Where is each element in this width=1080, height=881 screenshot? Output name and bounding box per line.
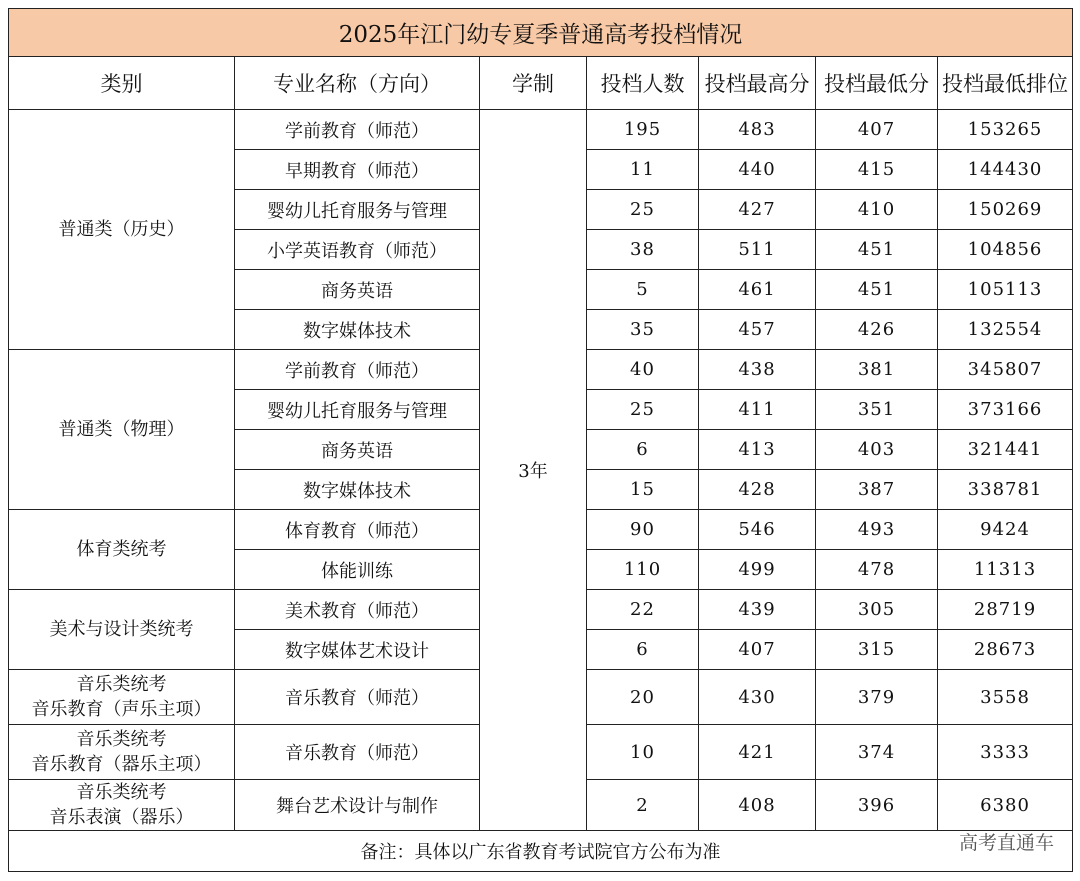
- max-score-cell: 427: [699, 190, 816, 230]
- min-score-cell: 305: [816, 590, 938, 630]
- max-score-cell: 411: [699, 390, 816, 430]
- max-score-cell: 457: [699, 310, 816, 350]
- admitted-cell: 5: [587, 270, 699, 310]
- header-category: 类别: [9, 57, 235, 110]
- category-cell: [9, 110, 235, 350]
- table-row: [9, 110, 1073, 150]
- major-cell: 音乐教育（师范）: [235, 670, 480, 725]
- max-score-cell: 546: [699, 510, 816, 550]
- category-cell: [9, 670, 235, 725]
- admitted-cell: 11: [587, 150, 699, 190]
- min-score-cell: 374: [816, 725, 938, 780]
- category-label: 音乐类统考: [76, 782, 167, 803]
- header-duration: 学制: [480, 57, 587, 110]
- max-score-cell: 408: [699, 780, 816, 831]
- min-rank-cell: 150269: [938, 190, 1073, 230]
- max-score-cell: 407: [699, 630, 816, 670]
- major-cell: 婴幼儿托育服务与管理: [235, 390, 480, 430]
- admission-table: [8, 8, 1073, 872]
- min-rank-cell: 11313: [938, 550, 1073, 590]
- max-score-cell: 438: [699, 350, 816, 390]
- admitted-cell: 40: [587, 350, 699, 390]
- min-rank-cell: 132554: [938, 310, 1073, 350]
- max-score-cell: 439: [699, 590, 816, 630]
- major-cell: 体育教育（师范）: [235, 510, 480, 550]
- major-cell: 数字媒体技术: [235, 310, 480, 350]
- min-score-cell: 410: [816, 190, 938, 230]
- category-cell: [9, 350, 235, 510]
- admitted-cell: 25: [587, 190, 699, 230]
- admitted-cell: 90: [587, 510, 699, 550]
- category-label: 体育类统考: [76, 539, 167, 560]
- min-rank-cell: 9424: [938, 510, 1073, 550]
- min-rank-cell: 28719: [938, 590, 1073, 630]
- major-cell: 舞台艺术设计与制作: [235, 780, 480, 831]
- admitted-cell: 10: [587, 725, 699, 780]
- min-score-cell: 407: [816, 110, 938, 150]
- admitted-cell: 2: [587, 780, 699, 831]
- major-cell: 体能训练: [235, 550, 480, 590]
- category-sublabel: 音乐教育（器乐主项）: [31, 754, 212, 775]
- major-cell: 数字媒体技术: [235, 470, 480, 510]
- min-rank-cell: 373166: [938, 390, 1073, 430]
- min-score-cell: 351: [816, 390, 938, 430]
- min-rank-cell: 153265: [938, 110, 1073, 150]
- watermark-text: 高考直通车: [958, 832, 1054, 854]
- min-score-cell: 315: [816, 630, 938, 670]
- max-score-cell: 440: [699, 150, 816, 190]
- admitted-cell: 6: [587, 630, 699, 670]
- min-rank-cell: 104856: [938, 230, 1073, 270]
- table-title: 2025年江门幼专夏季普通高考投档情况: [9, 9, 1073, 57]
- admitted-cell: 35: [587, 310, 699, 350]
- major-cell: 学前教育（师范）: [235, 110, 480, 150]
- max-score-cell: 428: [699, 470, 816, 510]
- admitted-cell: 6: [587, 430, 699, 470]
- header-row: [9, 57, 1073, 110]
- min-rank-cell: 6380: [938, 780, 1073, 831]
- major-cell: 早期教育（师范）: [235, 150, 480, 190]
- category-cell: [9, 780, 235, 831]
- max-score-cell: 499: [699, 550, 816, 590]
- category-label: 普通类（物理）: [58, 419, 185, 440]
- admitted-cell: 15: [587, 470, 699, 510]
- header-major: 专业名称（方向）: [235, 57, 480, 110]
- admitted-cell: 25: [587, 390, 699, 430]
- admitted-cell: 20: [587, 670, 699, 725]
- category-cell: [9, 590, 235, 670]
- category-label: 音乐类统考: [76, 729, 167, 750]
- min-score-cell: 451: [816, 270, 938, 310]
- major-cell: 美术教育（师范）: [235, 590, 480, 630]
- max-score-cell: 511: [699, 230, 816, 270]
- min-rank-cell: 144430: [938, 150, 1073, 190]
- min-score-cell: 478: [816, 550, 938, 590]
- admitted-cell: 38: [587, 230, 699, 270]
- min-rank-cell: 345807: [938, 350, 1073, 390]
- major-cell: 商务英语: [235, 270, 480, 310]
- category-label: 普通类（历史）: [58, 219, 185, 240]
- major-cell: 小学英语教育（师范）: [235, 230, 480, 270]
- min-rank-cell: 105113: [938, 270, 1073, 310]
- min-rank-cell: 3333: [938, 725, 1073, 780]
- header-max-score: 投档最高分: [699, 57, 816, 110]
- major-cell: 婴幼儿托育服务与管理: [235, 190, 480, 230]
- max-score-cell: 483: [699, 110, 816, 150]
- min-score-cell: 396: [816, 780, 938, 831]
- min-score-cell: 381: [816, 350, 938, 390]
- major-cell: 学前教育（师范）: [235, 350, 480, 390]
- admitted-cell: 110: [587, 550, 699, 590]
- header-min-score: 投档最低分: [816, 57, 938, 110]
- min-rank-cell: 321441: [938, 430, 1073, 470]
- min-rank-cell: 3558: [938, 670, 1073, 725]
- max-score-cell: 430: [699, 670, 816, 725]
- min-score-cell: 451: [816, 230, 938, 270]
- category-label: 美术与设计类统考: [49, 619, 194, 640]
- min-score-cell: 403: [816, 430, 938, 470]
- note-text: 备注：具体以广东省教育考试院官方公布为准: [9, 831, 1073, 872]
- min-score-cell: 379: [816, 670, 938, 725]
- category-label: 音乐类统考: [76, 674, 167, 695]
- major-cell: 音乐教育（师范）: [235, 725, 480, 780]
- min-rank-cell: 28673: [938, 630, 1073, 670]
- major-cell: 数字媒体艺术设计: [235, 630, 480, 670]
- major-cell: 商务英语: [235, 430, 480, 470]
- note-row: [9, 831, 1073, 872]
- admitted-cell: 22: [587, 590, 699, 630]
- admitted-cell: 195: [587, 110, 699, 150]
- category-sublabel: 音乐表演（器乐）: [49, 807, 194, 828]
- max-score-cell: 461: [699, 270, 816, 310]
- header-min-rank: 投档最低排位: [938, 57, 1073, 110]
- min-rank-cell: 338781: [938, 470, 1073, 510]
- category-cell: [9, 510, 235, 590]
- min-score-cell: 426: [816, 310, 938, 350]
- min-score-cell: 387: [816, 470, 938, 510]
- min-score-cell: 493: [816, 510, 938, 550]
- header-admitted: 投档人数: [587, 57, 699, 110]
- duration-cell: 3年: [480, 110, 587, 831]
- max-score-cell: 421: [699, 725, 816, 780]
- max-score-cell: 413: [699, 430, 816, 470]
- category-cell: [9, 725, 235, 780]
- min-score-cell: 415: [816, 150, 938, 190]
- category-sublabel: 音乐教育（声乐主项）: [31, 699, 212, 720]
